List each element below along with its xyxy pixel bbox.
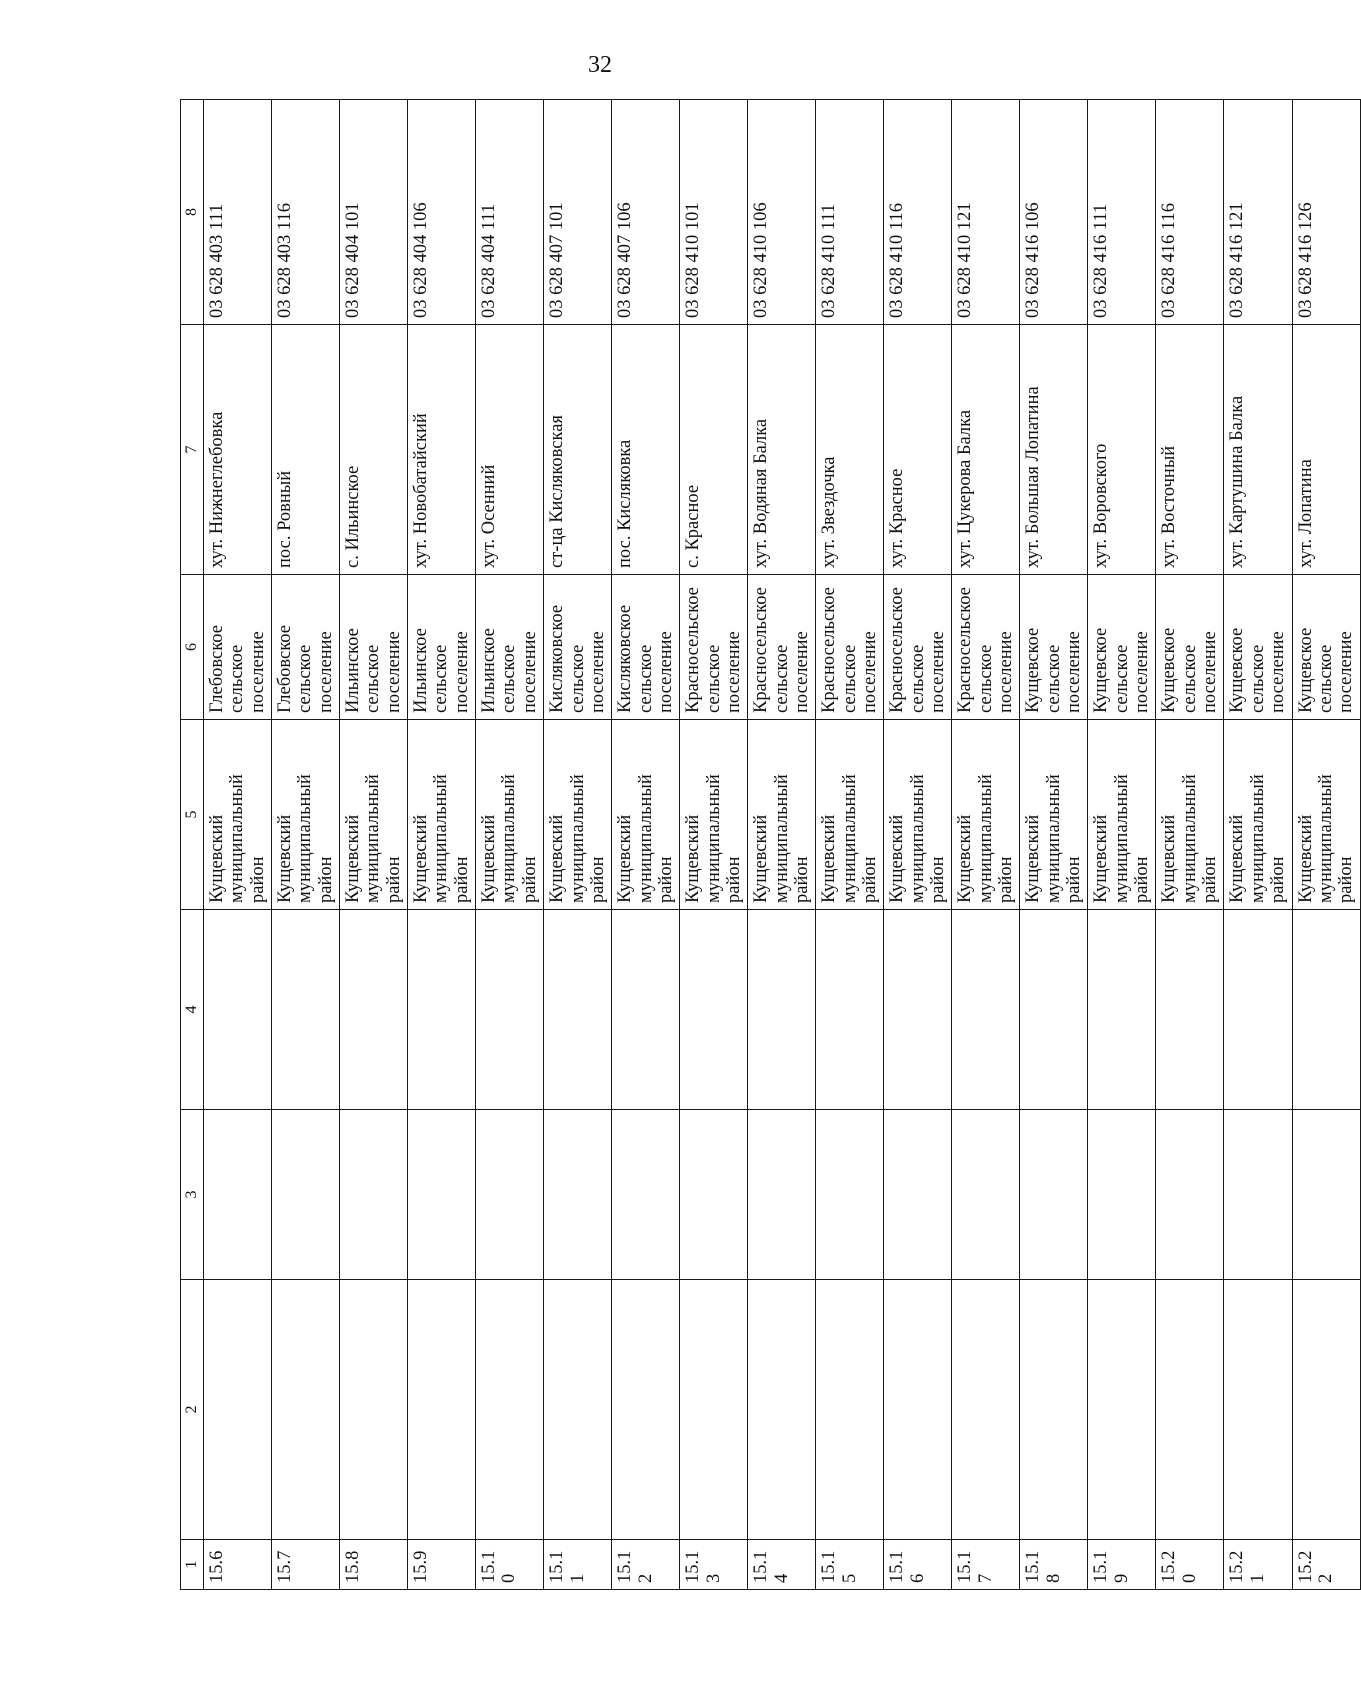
district-cell: Кущевский муниципальный район [1020,720,1088,910]
oktmo-code-cell: 03 628 410 106 [748,100,816,325]
row-number-cell: 15.7 [272,1540,340,1590]
header-col-6: 6 [181,575,204,720]
district-cell: Кущевский муниципальный район [748,720,816,910]
col-3-cell [476,1110,544,1280]
oktmo-code-cell: 03 628 410 116 [884,100,952,325]
locality-cell: хут. Картушина Балка [1224,325,1292,575]
col-4-cell [1020,910,1088,1110]
table-row [204,100,272,1590]
col-4-cell [816,910,884,1110]
col-2-cell [340,1280,408,1540]
col-2-cell [1020,1280,1088,1540]
row-number-cell: 15.17 [952,1540,1020,1590]
oktmo-code-cell: 03 628 410 111 [816,100,884,325]
locality-cell: хут. Водяная Балка [748,325,816,575]
col-2-cell [204,1280,272,1540]
oktmo-code-cell: 03 628 416 106 [1020,100,1088,325]
col-3-cell [408,1110,476,1280]
col-2-cell [1088,1280,1156,1540]
row-number-cell: 15.13 [680,1540,748,1590]
col-4-cell [1292,910,1360,1110]
col-2-cell [544,1280,612,1540]
district-cell: Кущевский муниципальный район [1156,720,1224,910]
oktmo-code-cell: 03 628 416 116 [1156,100,1224,325]
locality-cell: ст-ца Кисляковская [544,325,612,575]
district-cell: Кущевский муниципальный район [1088,720,1156,910]
settlement-cell: Ильинское сельское поселение [408,575,476,720]
locality-cell: хут. Красное [884,325,952,575]
col-2-cell [1156,1280,1224,1540]
district-cell: Кущевский муниципальный район [1292,720,1360,910]
table-row [680,100,748,1590]
col-2-cell [1292,1280,1360,1540]
col-4-cell [340,910,408,1110]
table-row [816,100,884,1590]
col-3-cell [952,1110,1020,1280]
oktmo-code-cell: 03 628 410 121 [952,100,1020,325]
settlement-cell: Глебовское сельское поселение [272,575,340,720]
locality-cell: хут. Звездочка [816,325,884,575]
rotated-table-container [180,100,1357,1590]
table-row [1292,100,1360,1590]
col-3-cell [1292,1110,1360,1280]
settlement-cell: Кущевское сельское поселение [1088,575,1156,720]
header-col-8: 8 [181,100,204,325]
table-row [476,100,544,1590]
col-4-cell [272,910,340,1110]
table-row [544,100,612,1590]
col-2-cell [748,1280,816,1540]
locality-cell: с. Красное [680,325,748,575]
district-cell: Кущевский муниципальный район [204,720,272,910]
locality-cell: хут. Новобатайский [408,325,476,575]
col-4-cell [884,910,952,1110]
row-number-cell: 15.10 [476,1540,544,1590]
settlement-cell: Красносельское сельское поселение [680,575,748,720]
col-3-cell [1020,1110,1088,1280]
locality-cell: хут. Большая Лопатина [1020,325,1088,575]
table-row [340,100,408,1590]
table-row [612,100,680,1590]
oktmo-code-cell: 03 628 407 101 [544,100,612,325]
col-3-cell [204,1110,272,1280]
header-col-3: 3 [181,1110,204,1280]
row-number-cell: 15.22 [1292,1540,1360,1590]
settlement-cell: Кущевское сельское поселение [1224,575,1292,720]
locality-cell: пос. Ровный [272,325,340,575]
settlement-cell: Кисляковское сельское поселение [544,575,612,720]
row-number-cell: 15.19 [1088,1540,1156,1590]
col-3-cell [612,1110,680,1280]
col-3-cell [816,1110,884,1280]
col-2-cell [680,1280,748,1540]
settlement-cell: Красносельское сельское поселение [884,575,952,720]
header-col-5: 5 [181,720,204,910]
row-number-cell: 15.12 [612,1540,680,1590]
col-2-cell [816,1280,884,1540]
settlement-cell: Красносельское сельское поселение [748,575,816,720]
locality-cell: хут. Осенний [476,325,544,575]
district-cell: Кущевский муниципальный район [884,720,952,910]
col-4-cell [612,910,680,1110]
settlement-cell: Кисляковское сельское поселение [612,575,680,720]
col-4-cell [476,910,544,1110]
district-cell: Кущевский муниципальный район [680,720,748,910]
oktmo-code-cell: 03 628 404 106 [408,100,476,325]
settlement-cell: Кущевское сельское поселение [1156,575,1224,720]
header-col-4: 4 [181,910,204,1110]
col-4-cell [544,910,612,1110]
col-2-cell [408,1280,476,1540]
row-number-cell: 15.21 [1224,1540,1292,1590]
oktmo-code-cell: 03 628 416 111 [1088,100,1156,325]
locality-cell: хут. Лопатина [1292,325,1360,575]
settlement-cell: Ильинское сельское поселение [476,575,544,720]
col-2-cell [1224,1280,1292,1540]
table-row [1088,100,1156,1590]
page-number: 32 [588,52,612,78]
oktmo-code-cell: 03 628 404 101 [340,100,408,325]
settlement-cell: Ильинское сельское поселение [340,575,408,720]
row-number-cell: 15.20 [1156,1540,1224,1590]
locality-cell: хут. Цукерова Балка [952,325,1020,575]
oktmo-code-cell: 03 628 403 116 [272,100,340,325]
district-cell: Кущевский муниципальный район [476,720,544,910]
settlement-cell: Кущевское сельское поселение [1292,575,1360,720]
table-row [748,100,816,1590]
header-row [181,100,204,1590]
col-2-cell [952,1280,1020,1540]
district-cell: Кущевский муниципальный район [408,720,476,910]
oktmo-code-cell: 03 628 403 111 [204,100,272,325]
district-cell: Кущевский муниципальный район [272,720,340,910]
col-3-cell [884,1110,952,1280]
col-2-cell [884,1280,952,1540]
oktmo-code-cell: 03 628 416 126 [1292,100,1360,325]
col-3-cell [272,1110,340,1280]
col-2-cell [272,1280,340,1540]
locality-cell: хут. Восточный [1156,325,1224,575]
col-4-cell [1088,910,1156,1110]
oktmo-code-cell: 03 628 410 101 [680,100,748,325]
locality-cell: хут. Нижнеглебовка [204,325,272,575]
settlement-cell: Красносельское сельское поселение [952,575,1020,720]
col-3-cell [680,1110,748,1280]
col-2-cell [476,1280,544,1540]
col-3-cell [340,1110,408,1280]
row-number-cell: 15.9 [408,1540,476,1590]
oktmo-code-cell: 03 628 407 106 [612,100,680,325]
col-3-cell [748,1110,816,1280]
district-cell: Кущевский муниципальный район [1224,720,1292,910]
district-cell: Кущевский муниципальный район [816,720,884,910]
table-row [1224,100,1292,1590]
table-row [884,100,952,1590]
col-4-cell [748,910,816,1110]
table-body [204,100,1361,1590]
col-3-cell [1088,1110,1156,1280]
table-row [408,100,476,1590]
header-col-1: 1 [181,1540,204,1590]
settlement-cell: Красносельское сельское поселение [816,575,884,720]
col-2-cell [612,1280,680,1540]
locality-cell: с. Ильинское [340,325,408,575]
row-number-cell: 15.18 [1020,1540,1088,1590]
col-3-cell [1156,1110,1224,1280]
col-4-cell [1224,910,1292,1110]
locality-cell: пос. Кисляковка [612,325,680,575]
col-4-cell [408,910,476,1110]
table-row [1020,100,1088,1590]
header-col-7: 7 [181,325,204,575]
row-number-cell: 15.15 [816,1540,884,1590]
table-row [952,100,1020,1590]
district-cell: Кущевский муниципальный район [340,720,408,910]
col-4-cell [952,910,1020,1110]
settlement-cell: Глебовское сельское поселение [204,575,272,720]
header-col-2: 2 [181,1280,204,1540]
district-cell: Кущевский муниципальный район [952,720,1020,910]
row-number-cell: 15.16 [884,1540,952,1590]
table-row [1156,100,1224,1590]
row-number-cell: 15.8 [340,1540,408,1590]
row-number-cell: 15.14 [748,1540,816,1590]
col-4-cell [1156,910,1224,1110]
row-number-cell: 15.6 [204,1540,272,1590]
oktmo-code-cell: 03 628 404 111 [476,100,544,325]
settlement-cell: Кущевское сельское поселение [1020,575,1088,720]
district-cell: Кущевский муниципальный район [612,720,680,910]
district-cell: Кущевский муниципальный район [544,720,612,910]
col-3-cell [544,1110,612,1280]
col-3-cell [1224,1110,1292,1280]
settlements-table [180,99,1361,1590]
row-number-cell: 15.11 [544,1540,612,1590]
table-row [272,100,340,1590]
col-4-cell [204,910,272,1110]
col-4-cell [680,910,748,1110]
oktmo-code-cell: 03 628 416 121 [1224,100,1292,325]
locality-cell: хут. Воровского [1088,325,1156,575]
